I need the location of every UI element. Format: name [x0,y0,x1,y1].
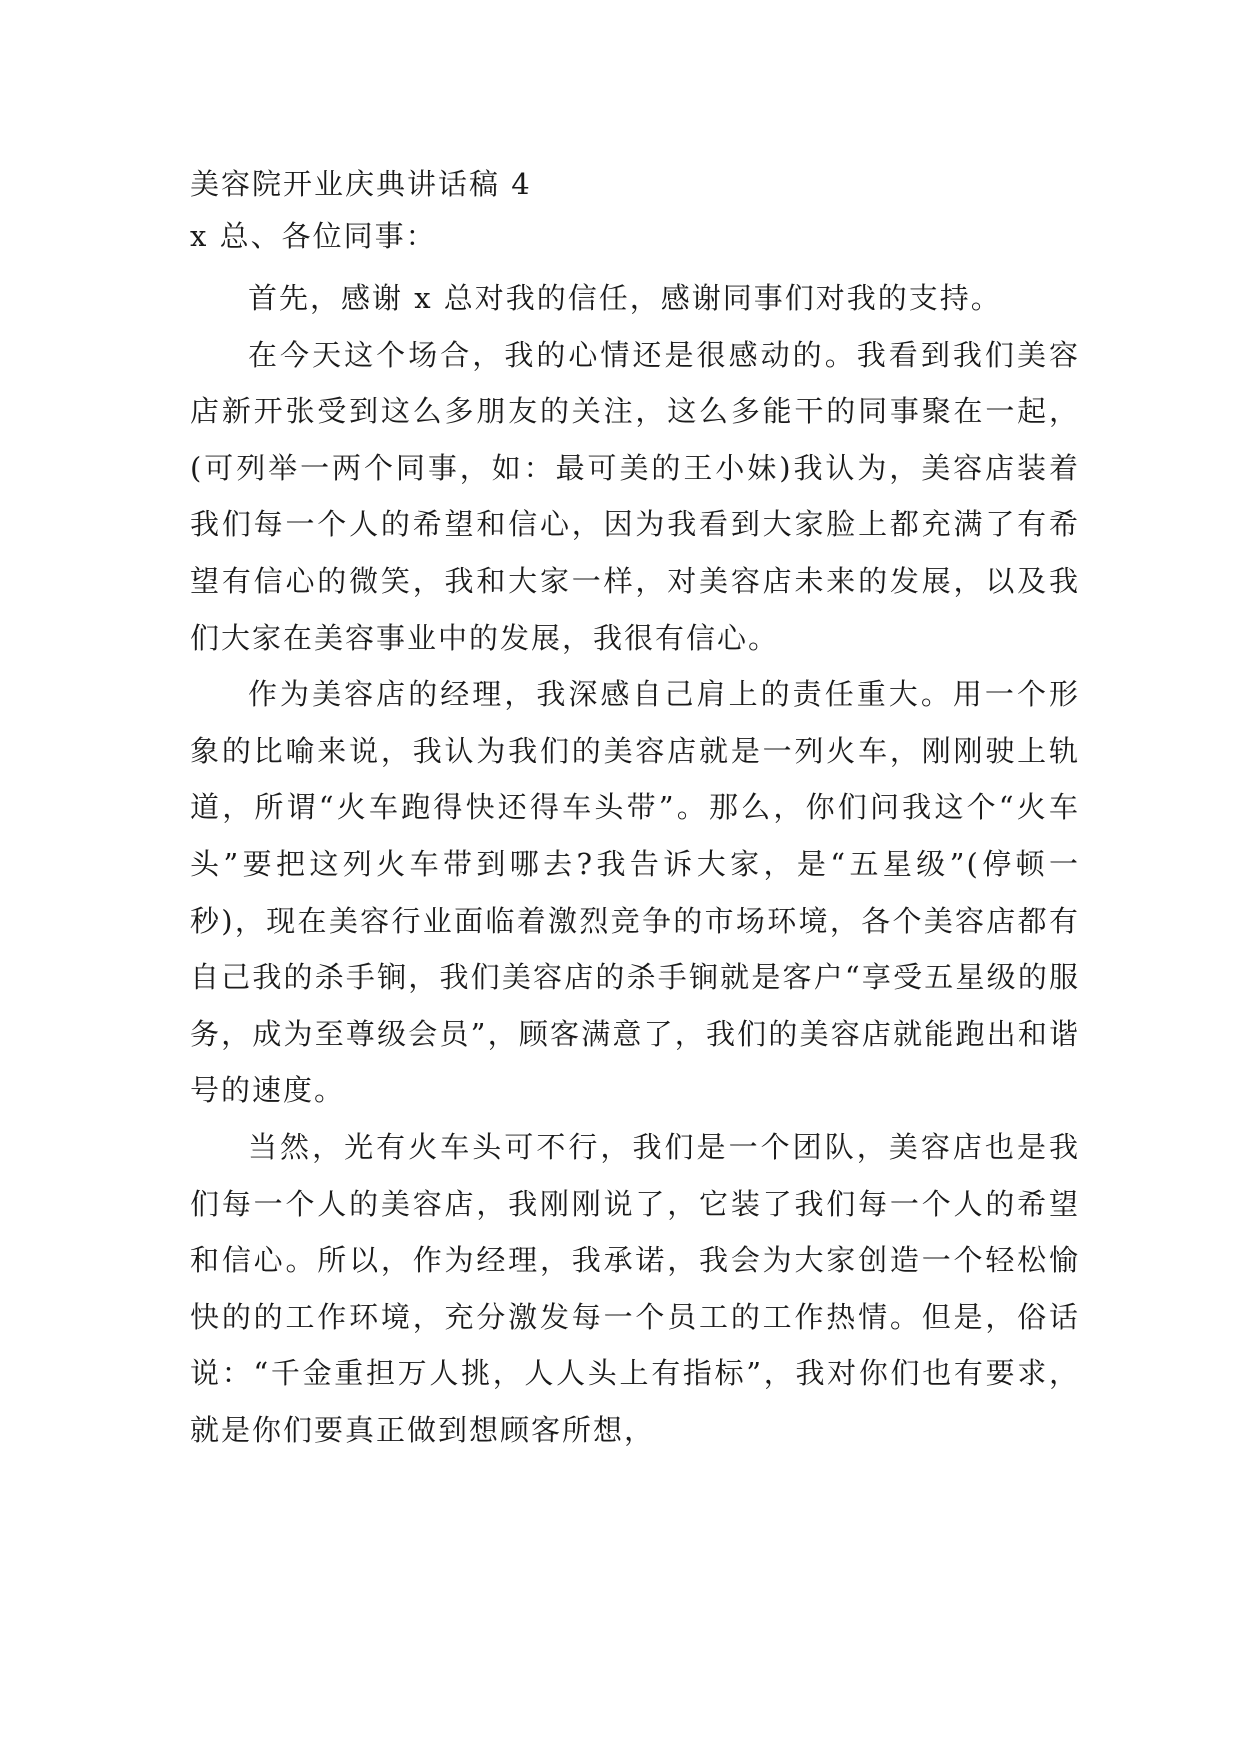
paragraph-manager-responsibility: 作为美容店的经理，我深感自己肩上的责任重大。用一个形象的比喻来说，我认为我们的美容店就是一列火车，刚刚驶上轨道，所谓“火车跑得快还得车头带”。那么，你们问我这个“火车头”要把这列火车带到哪去?我告诉大家，是“五星级”(停顿一秒)，现在美容行业面临着激烈竞争的市场环境，各个美容店都有自己我的杀手锏，我们美容店的杀手锏就是客户“享受五星级的服务，成为至尊级会员”，顾客满意了，我们的美容店就能跑出和谐号的速度。 [190,677,1080,1108]
salutation: x 总、各位同事： [190,219,437,253]
paragraph-thanks: 首先，感谢 x 总对我的信任，感谢同事们对我的支持。 [248,281,1002,315]
document-body [190,160,1080,1458]
document-title: 美容院开业庆典讲话稿 4 [190,167,532,201]
paragraph-team-commitment: 当然，光有火车头可不行，我们是一个团队，美容店也是我们每一个人的美容店，我刚刚说了，它装了我们每一个人的希望和信心。所以，作为经理，我承诺，我会为大家创造一个轻松愉快的的工作环境，充分激发每一个员工的工作热情。但是，俗话说：“千金重担万人挑，人人头上有指标”，我对你们也有要求，就是你们要真正做到想顾客所想， [190,1129,1080,1447]
paragraph-feelings: 在今天这个场合，我的心情还是很感动的。我看到我们美容店新开张受到这么多朋友的关注，这么多能干的同事聚在一起，(可列举一两个同事，如：最可美的王小妹)我认为，美容店装着我们每一个人的希望和信心，因为我看到大家脸上都充满了有希望有信心的微笑，我和大家一样，对美容店未来的发展，以及我们大家在美容事业中的发展，我很有信心。 [190,337,1080,655]
